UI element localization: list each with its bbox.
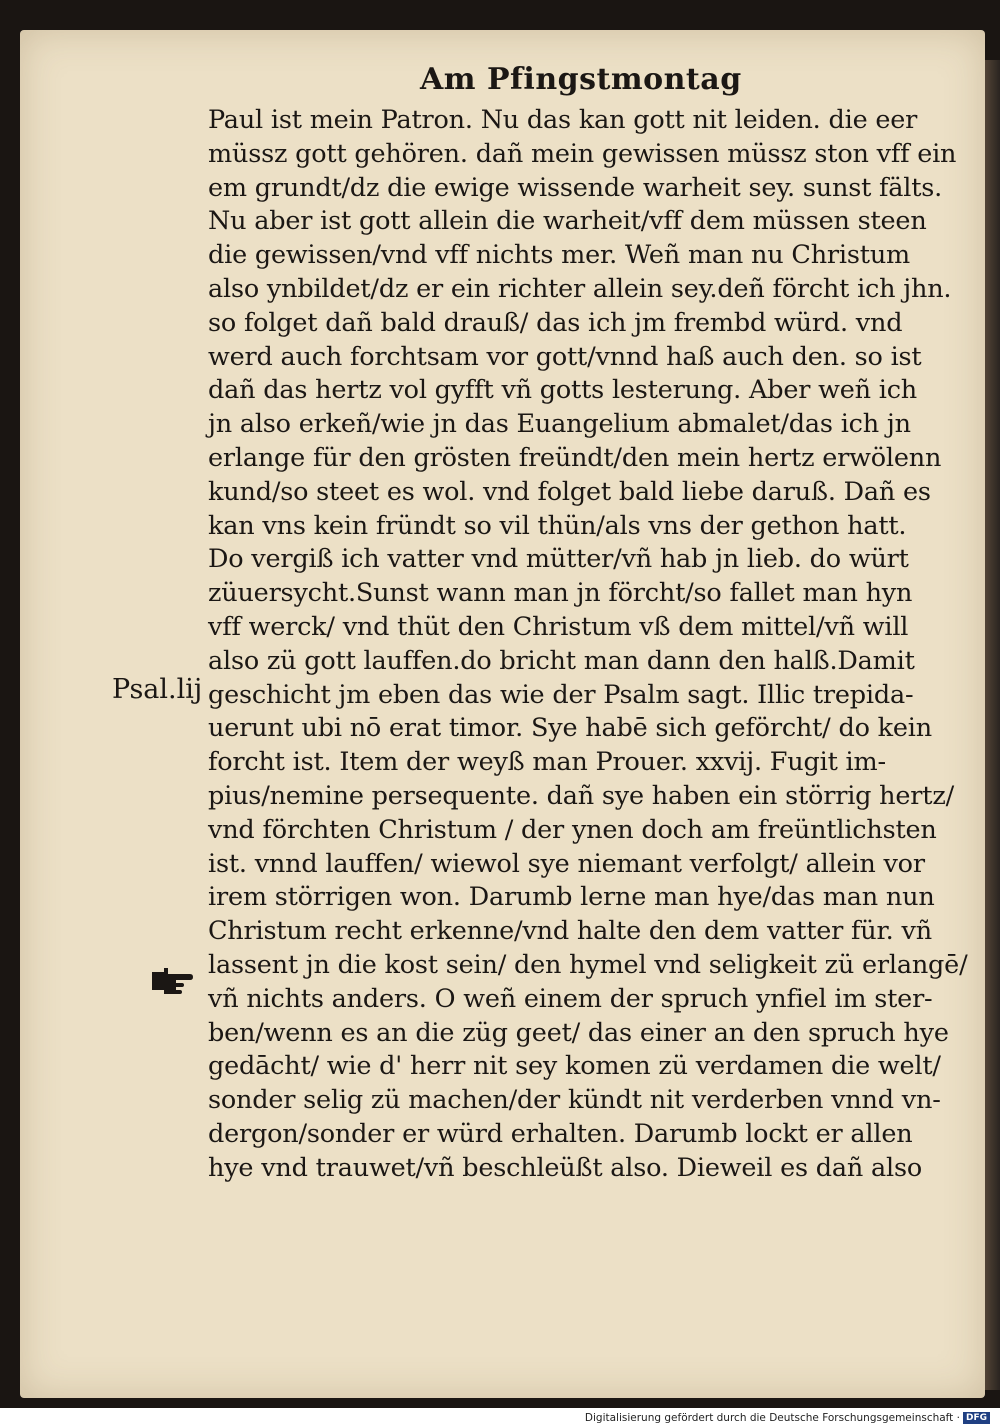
text-line: Do vergiß ich vatter vnd mütter/vñ hab jn lieb. do würt bbox=[208, 544, 909, 575]
text-line: erlange für den grösten freündt/den mein hertz erwölenn bbox=[208, 442, 942, 473]
footer-text: Digitalisierung gefördert durch die Deutsche Forschungsgemeinschaft · bbox=[584, 1412, 960, 1424]
text-line: dañ das hertz vol gyfft vñ gotts lesterung. Aber weñ ich bbox=[208, 375, 918, 406]
text-line: ben/wenn es an die züg geet/ das einer an den spruch hye bbox=[208, 1017, 949, 1048]
text-line: müssz gott gehören. dañ mein gewissen müssz ston vff ein bbox=[208, 138, 957, 169]
pointing-hand-icon bbox=[150, 966, 194, 996]
running-header: Am Pfingstmontag bbox=[420, 62, 742, 97]
text-line: also zü gott lauffen.do bricht man dann den halß.Damit bbox=[208, 645, 915, 676]
text-line: gedācht/ wie d' herr nit sey komen zü verdamen die welt/ bbox=[208, 1051, 941, 1082]
text-line: hye vnd trauwet/vñ beschleüßt also. Dieweil es dañ also bbox=[208, 1152, 923, 1183]
text-line: vff werck/ vnd thüt den Christum vß dem mittel/vñ will bbox=[208, 611, 909, 642]
text-line: irem störrigen won. Darumb lerne man hye/das man nun bbox=[208, 882, 935, 913]
text-line: werd auch forchtsam vor gott/vnnd haß auch den. so ist bbox=[208, 341, 922, 372]
text-line: lassent jn die kost sein/ den hymel vnd seligkeit zü erlangē/ bbox=[208, 949, 968, 980]
text-line: dergon/sonder er würd erhalten. Darumb lockt er allen bbox=[208, 1118, 913, 1149]
body-text bbox=[208, 104, 968, 1186]
text-line: züuersycht.Sunst wann man jn förcht/so fallet man hyn bbox=[208, 578, 913, 609]
text-line: kan vns kein fründt so vil thün/als vns der gethon hatt. bbox=[208, 510, 907, 541]
text-line: vñ nichts anders. O weñ einem der spruch ynfiel im ster- bbox=[208, 983, 933, 1014]
text-line: uerunt ubi nō erat timor. Sye habē sich geförcht/ do kein bbox=[208, 713, 932, 744]
footer-credit bbox=[585, 1411, 990, 1425]
text-line: forcht ist. Item der weyß man Prouer. xxvij. Fugit im- bbox=[208, 747, 886, 778]
text-line: ist. vnnd lauffen/ wiewol sye niemant verfolgt/ allein vor bbox=[208, 848, 925, 879]
text-line: geschicht jm eben das wie der Psalm sagt. Illic trepida- bbox=[208, 679, 914, 710]
text-line: so folget dañ bald drauß/ das ich jm frembd würd. vnd bbox=[208, 307, 903, 338]
text-line: vnd förchten Christum / der ynen doch am freüntlichsten bbox=[208, 814, 937, 845]
text-line: sonder selig zü machen/der kündt nit verderben vnnd vn- bbox=[208, 1085, 941, 1116]
text-line: jn also erkeñ/wie jn das Euangelium abmalet/das ich jn bbox=[208, 409, 911, 440]
text-line: Christum recht erkenne/vnd halte den dem vatter für. vñ bbox=[208, 916, 932, 947]
text-line: die gewissen/vnd vff nichts mer. Weñ man nu Christum bbox=[208, 240, 911, 271]
text-line: Paul ist mein Patron. Nu das kan gott nit leiden. die eer bbox=[208, 105, 918, 135]
text-line: kund/so steet es wol. vnd folget bald liebe daruß. Dañ es bbox=[208, 476, 931, 507]
text-line: pius/nemine persequente. dañ sye haben ein störrig hertz/ bbox=[208, 780, 954, 811]
dfg-logo[interactable]: DFG bbox=[963, 1412, 990, 1424]
text-line: em grundt/dz die ewige wissende warheit sey. sunst fälts. bbox=[208, 172, 943, 203]
marginal-note: Psal.lij bbox=[112, 674, 203, 705]
text-line: also ynbildet/dz er ein richter allein sey.deñ förcht ich jhn. bbox=[208, 273, 952, 304]
text-line: Nu aber ist gott allein die warheit/vff dem müssen steen bbox=[208, 206, 927, 237]
